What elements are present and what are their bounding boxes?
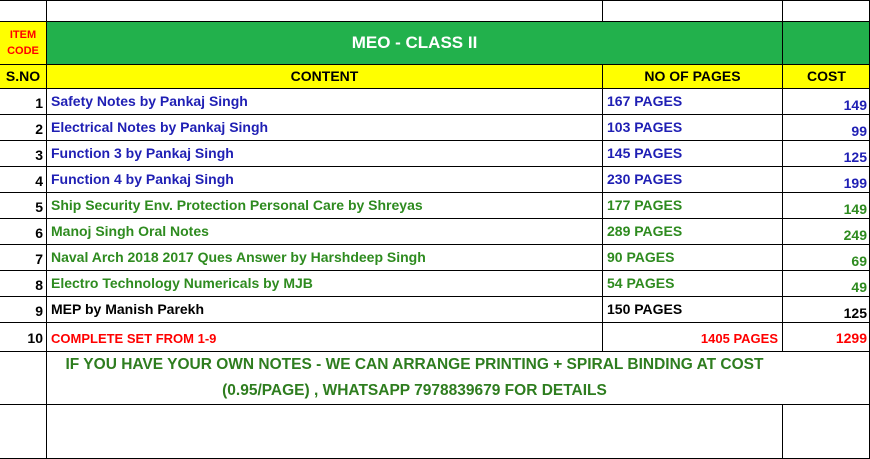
row-content: Manoj Singh Oral Notes (51, 223, 209, 239)
col-header-content (47, 64, 602, 88)
row-pages-cell (603, 140, 782, 166)
row-pages: 90 PAGES (607, 249, 675, 265)
row-cost: 249 (843, 227, 867, 243)
row-pages-cell (603, 88, 782, 114)
row-sno-cell (0, 270, 46, 296)
row-pages-cell (603, 218, 782, 244)
total-cost (783, 325, 870, 351)
row-pages-cell (603, 244, 782, 270)
row-content-cell (47, 192, 602, 218)
row-content: Function 3 by Pankaj Singh (51, 145, 234, 161)
col-header-pages-label: NO OF PAGES (644, 68, 741, 84)
row-content: Naval Arch 2018 2017 Ques Answer by Harshdeep Singh (51, 249, 426, 265)
col-header-sno-label: S.NO (5, 68, 41, 84)
total-pages-label: 1405 PAGES (700, 330, 778, 346)
item-code-cell (0, 22, 46, 64)
col-header-cost-label: COST (807, 68, 846, 84)
row-content-cell (47, 296, 602, 322)
row-content-cell (47, 88, 602, 114)
row-content-cell (47, 114, 602, 140)
row-cost: 149 (843, 201, 867, 217)
col-header-pages (603, 64, 782, 88)
row-content-cell (47, 244, 602, 270)
col-header-content-label: CONTENT (290, 68, 359, 84)
row-sno-cell (0, 218, 46, 244)
item-code-label: ITEM CODE (7, 29, 39, 57)
printing-note-line1: IF YOU HAVE YOUR OWN NOTES - WE CAN ARRANGE PRINTING + SPIRAL BINDING AT COST (65, 356, 764, 373)
row-sno-cell (0, 166, 46, 192)
row-sno-cell (0, 114, 46, 140)
row-content: Electro Technology Numericals by MJB (51, 275, 313, 291)
row-content: Safety Notes by Pankaj Singh (51, 93, 248, 109)
total-sno-label: 10 (27, 330, 43, 346)
row-pages: 103 PAGES (607, 119, 683, 135)
row-pages-cell (603, 296, 782, 322)
col-header-sno (0, 64, 46, 88)
row-sno: 9 (35, 303, 43, 319)
total-content-label: COMPLETE SET FROM 1-9 (51, 330, 217, 346)
page-title: MEO - CLASS II (351, 33, 478, 52)
row-content: Ship Security Env. Protection Personal Care by Shreyas (51, 197, 423, 213)
row-cost: 149 (843, 97, 867, 113)
row-content: Electrical Notes by Pankaj Singh (51, 119, 269, 135)
row-cost: 99 (851, 123, 867, 139)
row-pages-cell (603, 166, 782, 192)
printing-note (47, 352, 782, 404)
row-cost: 69 (851, 253, 867, 269)
row-cost: 125 (843, 149, 867, 165)
row-sno: 1 (35, 95, 43, 111)
col-header-cost (783, 64, 870, 88)
row-pages-cell (603, 114, 782, 140)
printing-note-line2: (0.95/PAGE) , WHATSAPP 7978839679 FOR DETAILS (222, 382, 607, 399)
row-content-cell (47, 218, 602, 244)
row-pages: 177 PAGES (607, 197, 683, 213)
total-content (47, 325, 602, 351)
row-content: Function 4 by Pankaj Singh (51, 171, 234, 187)
row-sno: 5 (35, 199, 43, 215)
row-pages-cell (603, 270, 782, 296)
row-pages: 54 PAGES (607, 275, 675, 291)
row-sno: 8 (35, 277, 43, 293)
row-pages-cell (603, 192, 782, 218)
total-pages (603, 325, 782, 351)
row-sno: 6 (35, 225, 43, 241)
total-sno (0, 325, 46, 351)
row-sno-cell (0, 244, 46, 270)
row-sno: 7 (35, 251, 43, 267)
row-sno-cell (0, 140, 46, 166)
row-pages: 145 PAGES (607, 145, 683, 161)
total-cost-label: 1299 (835, 330, 867, 346)
row-content: MEP by Manish Parekh (51, 301, 205, 317)
row-sno: 2 (35, 121, 43, 137)
row-sno-cell (0, 88, 46, 114)
row-cost: 49 (851, 279, 867, 295)
title-cell (47, 22, 782, 64)
row-content-cell (47, 270, 602, 296)
row-cost: 199 (843, 175, 867, 191)
row-content-cell (47, 166, 602, 192)
row-cost: 125 (843, 305, 867, 321)
row-sno: 3 (35, 147, 43, 163)
row-content-cell (47, 140, 602, 166)
row-sno-cell (0, 192, 46, 218)
row-pages: 150 PAGES (607, 301, 683, 317)
row-sno: 4 (35, 173, 43, 189)
row-pages: 289 PAGES (607, 223, 683, 239)
row-sno-cell (0, 296, 46, 322)
row-pages: 230 PAGES (607, 171, 683, 187)
title-cell-end (783, 22, 870, 64)
row-pages: 167 PAGES (607, 93, 683, 109)
